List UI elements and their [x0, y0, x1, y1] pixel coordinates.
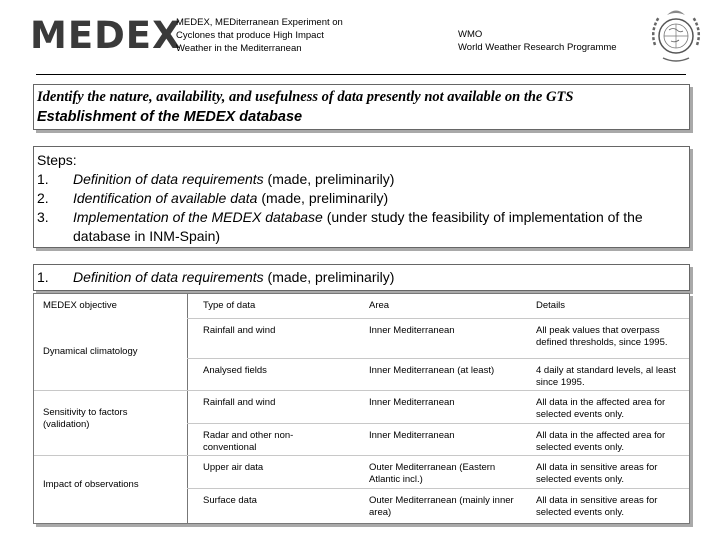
details-cell: 4 daily at standard levels, al least since 1995. — [536, 365, 676, 388]
section-heading-box — [33, 264, 690, 291]
row-divider — [34, 455, 689, 456]
step-item — [37, 170, 687, 189]
step-number: 3. — [37, 209, 49, 225]
type-cell: Surface data — [203, 495, 257, 506]
type-cell: Radar and other non-conventional — [203, 430, 294, 453]
row-divider — [187, 318, 689, 319]
area-cell: Inner Mediterranean — [369, 397, 455, 408]
type-cell: Upper air data — [203, 462, 264, 473]
objective-cell: Dynamical climatology — [43, 346, 138, 357]
step-item — [37, 189, 687, 208]
section-title-main: Definition of data requirements — [73, 269, 264, 285]
step-title: Definition of data requirements — [73, 171, 264, 187]
step-title: Identification of available data — [73, 190, 258, 206]
row-divider — [34, 390, 689, 391]
header-details: Details — [536, 300, 566, 311]
step-item — [37, 208, 687, 246]
area-cell: Outer Mediterranean (Eastern Atlantic incl.) — [369, 462, 496, 485]
wmo-emblem-icon — [645, 3, 707, 65]
details-cell: All data in the affected area for selected events only. — [536, 397, 666, 420]
medex-logo: MEDEX — [30, 14, 182, 57]
type-cell: Analysed fields — [203, 365, 267, 376]
type-cell: Rainfall and wind — [203, 325, 276, 336]
steps-heading: Steps: — [37, 152, 77, 168]
area-cell: Inner Mediterranean (at least) — [369, 365, 495, 376]
org-line: World Weather Research Programme — [458, 42, 617, 53]
details-cell: All data in sensitive areas for selected events only. — [536, 495, 658, 518]
area-cell: Outer Mediterranean (mainly inner area) — [369, 495, 514, 518]
organization-title — [458, 28, 617, 54]
header-divider — [36, 74, 686, 75]
header-type: Type of data — [203, 300, 256, 311]
step-note: (made, preliminarily) — [257, 190, 389, 206]
steps-box — [33, 146, 690, 248]
row-divider — [187, 488, 689, 489]
section-title — [73, 269, 394, 285]
details-cell: All data in the affected area for selected events only. — [536, 430, 666, 453]
project-title-line: Weather in the Mediterranean — [176, 43, 302, 54]
step-number: 1. — [37, 171, 49, 187]
area-cell: Inner Mediterranean — [369, 325, 455, 336]
org-line: WMO — [458, 29, 483, 40]
objective-box — [33, 84, 690, 130]
type-cell: Rainfall and wind — [203, 397, 276, 408]
objective-line: Identify the nature, availability, and usefulness of data presently not available on the GTS — [37, 89, 574, 105]
step-note: (under study the feasibility of implementation of the database in INM-Spain) — [73, 209, 643, 244]
section-number: 1. — [37, 269, 49, 285]
data-requirements-table — [33, 293, 690, 524]
project-title-line: Cyclones that produce High Impact — [176, 30, 324, 41]
details-cell: All peak values that overpass defined thresholds, since 1995. — [536, 325, 668, 348]
project-title-line: MEDEX, MEDiterranean Experiment on — [176, 17, 343, 28]
header-area: Area — [369, 300, 390, 311]
step-note: (made, preliminarily) — [263, 171, 395, 187]
step-title: Implementation of the MEDEX database — [73, 209, 323, 225]
header-objective: MEDEX objective — [43, 300, 117, 311]
project-title — [176, 16, 376, 55]
objective-subtitle: Establishment of the MEDEX database — [37, 109, 303, 125]
objective-cell: Impact of observations — [43, 479, 139, 490]
objective-cell: Sensitivity to factors (validation) — [43, 407, 128, 430]
details-cell: All data in sensitive areas for selected events only. — [536, 462, 658, 485]
row-divider — [187, 423, 689, 424]
area-cell: Inner Mediterranean — [369, 430, 455, 441]
step-number: 2. — [37, 190, 49, 206]
row-divider — [187, 358, 689, 359]
section-title-note: (made, preliminarily) — [263, 269, 395, 285]
